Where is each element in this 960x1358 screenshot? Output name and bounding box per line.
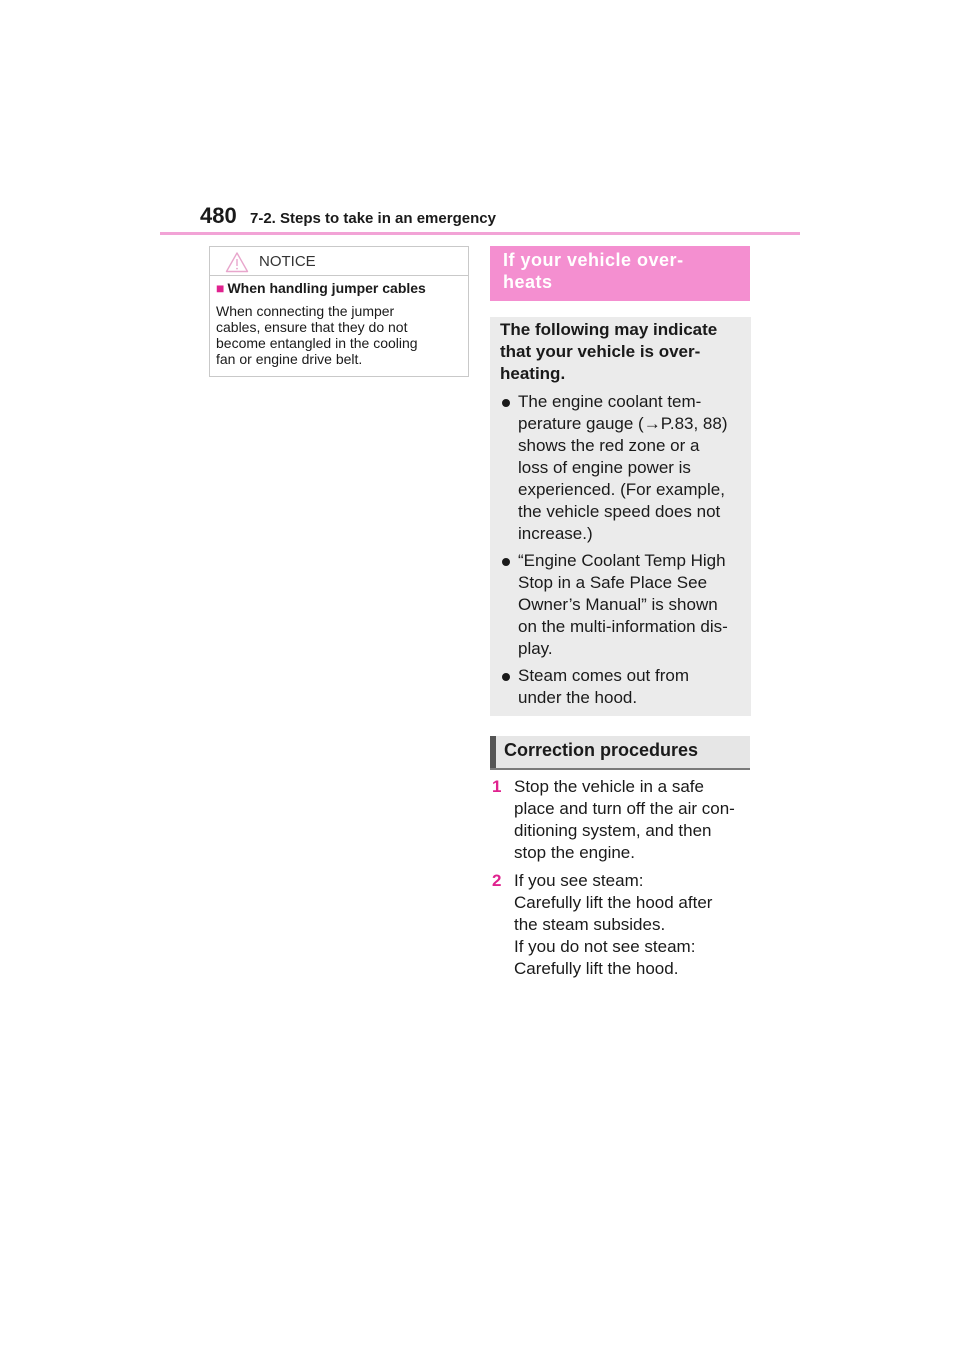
notice-line: fan or engine drive belt. — [216, 351, 363, 367]
bullet-line: Stop in a Safe Place See — [518, 573, 708, 592]
notice-box — [209, 246, 469, 377]
step-number: 2 — [492, 871, 502, 890]
notice-header — [210, 247, 468, 276]
square-bullet-icon: ■ — [216, 280, 225, 296]
intro-line: that your vehicle is over- — [500, 342, 701, 361]
step-item — [490, 870, 755, 980]
bullet-line: the vehicle speed does not — [518, 502, 721, 521]
notice-label: NOTICE — [259, 253, 316, 270]
step-line: If you see steam: — [514, 871, 644, 890]
heading-accent-bar — [490, 736, 496, 768]
notice-line: cables, ensure that they do not — [216, 319, 408, 335]
step-line: Stop the vehicle in a safe — [514, 777, 704, 796]
step-text — [514, 776, 755, 864]
bullet-line: experienced. (For example, — [518, 480, 725, 499]
correction-heading-text: Correction procedures — [504, 740, 699, 760]
section-title: 7-2. Steps to take in an emergency — [250, 210, 496, 227]
bullet-line: The engine coolant tem- — [518, 392, 702, 411]
heading-line: If your vehicle over- — [503, 250, 684, 270]
bullet-line: play. — [518, 639, 553, 658]
overheat-bullet-item — [500, 550, 745, 660]
overheat-bullet-item — [500, 391, 745, 545]
bullet-dot-icon — [502, 399, 510, 407]
heading-line: heats — [503, 272, 553, 292]
page-number: 480 — [200, 203, 237, 228]
step-line: stop the engine. — [514, 843, 635, 862]
overheat-heading — [490, 246, 750, 301]
bullet-dot-icon — [502, 558, 510, 566]
notice-body — [216, 303, 464, 367]
bullet-line: under the hood. — [518, 688, 638, 707]
correction-heading — [490, 736, 750, 770]
bullet-line: perature gauge (→P.83, 88) — [518, 414, 728, 433]
overheat-heading-text — [503, 249, 743, 293]
warning-triangle-icon — [225, 251, 249, 273]
overheat-info-box — [490, 317, 751, 716]
notice-line: When connecting the jumper — [216, 303, 395, 319]
step-text — [514, 870, 755, 980]
bullet-line: Steam comes out from — [518, 666, 690, 685]
step-line: place and turn off the air con- — [514, 799, 735, 818]
step-line: Carefully lift the hood. — [514, 959, 679, 978]
step-item — [490, 776, 755, 864]
bullet-line: increase.) — [518, 524, 593, 543]
intro-line: heating. — [500, 364, 566, 383]
bullet-text — [518, 391, 745, 545]
bullet-line: shows the red zone or a — [518, 436, 700, 455]
header-rule — [160, 232, 800, 235]
step-number: 1 — [492, 777, 502, 796]
bullet-line: loss of engine power is — [518, 458, 691, 477]
step-line: the steam subsides. — [514, 915, 666, 934]
bullet-text — [518, 665, 745, 709]
step-line: ditioning system, and then — [514, 821, 712, 840]
intro-line: The following may indicate — [500, 320, 718, 339]
bullet-line: “Engine Coolant Temp High — [518, 551, 726, 570]
overheat-intro — [500, 319, 740, 385]
bullet-text — [518, 550, 745, 660]
step-line: Carefully lift the hood after — [514, 893, 713, 912]
bullet-line: on the multi-information dis- — [518, 617, 728, 636]
notice-line: become entangled in the cooling — [216, 335, 418, 351]
notice-subheading-text: When handling jumper cables — [227, 280, 426, 296]
bullet-line: Owner’s Manual” is shown — [518, 595, 718, 614]
notice-subheading — [216, 280, 426, 296]
overheat-bullet-item — [500, 665, 745, 709]
step-line: If you do not see steam: — [514, 937, 696, 956]
bullet-dot-icon — [502, 673, 510, 681]
